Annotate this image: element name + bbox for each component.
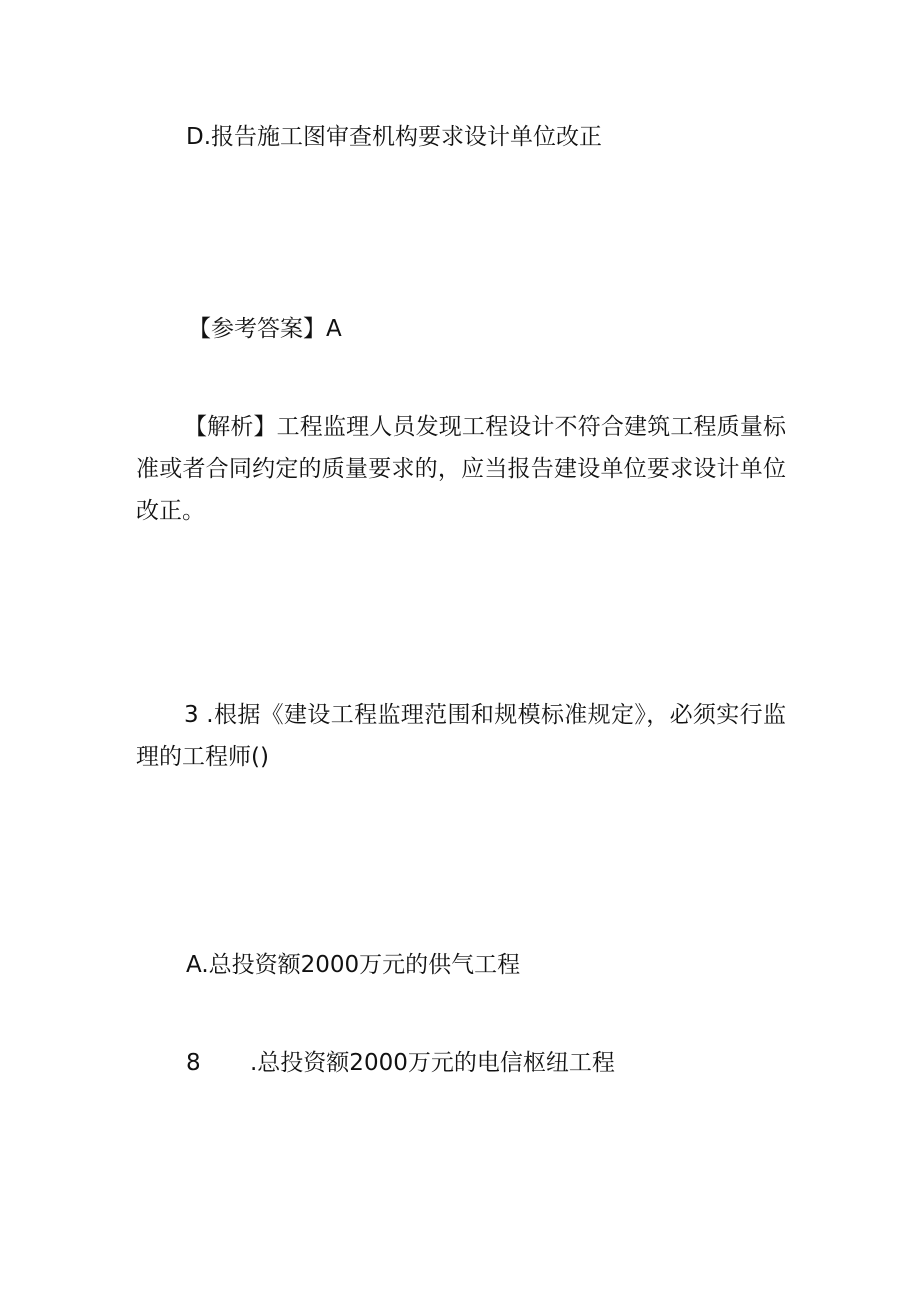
option-b-text: .总投资额2000万元的电信枢纽工程 [250,1050,615,1076]
option-a: A.总投资额2000万元的供气工程 [186,952,521,978]
option-b-number: 8 [186,1050,201,1076]
question-paragraph: 3 .根据《建设工程监理范围和规模标准规定》，必须实行监理的工程师() [136,702,786,770]
option-b [186,1048,615,1078]
reference-answer: 【参考答案】A [188,316,342,342]
explanation-paragraph: 【解析】工程监理人员发现工程设计不符合建筑工程质量标准或者合同约定的质量要求的，应当报告建设单位要求设计单位改正。 [136,414,786,524]
option-d: D.报告施工图审查机构要求设计单位改正 [186,124,603,150]
